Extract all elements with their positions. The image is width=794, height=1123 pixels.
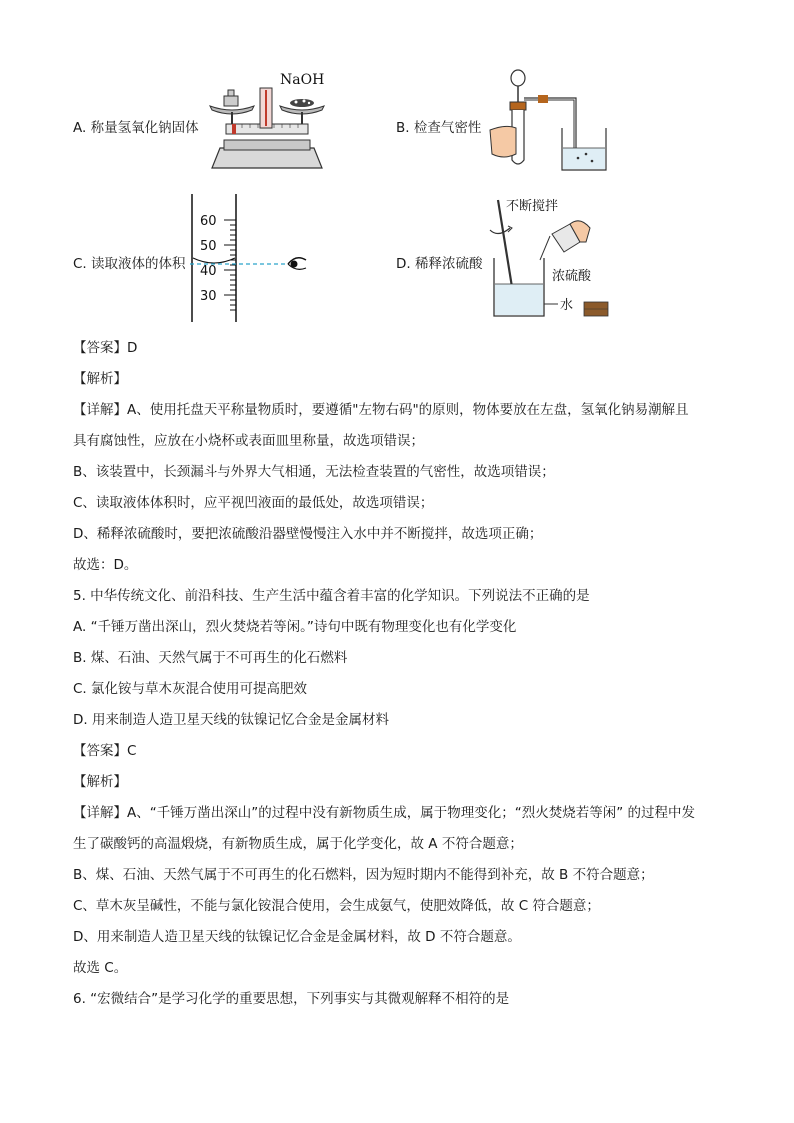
q5-detail-a-2: 生了碳酸钙的高温煅烧，有新物质生成，属于化学变化，故 A 不符合题意； (73, 836, 523, 852)
option-b-label: B. 检查气密性 (396, 120, 482, 136)
q5-answer: 【答案】C (73, 743, 137, 759)
eye-icon (288, 258, 306, 270)
q4-detail-b: B、该装置中，长颈漏斗与外界大气相通，无法检查装置的气密性，故选项错误； (73, 464, 555, 480)
q4-detail-c: C、读取液体体积时，应平视凹液面的最低处，故选项错误； (73, 495, 434, 511)
q5-option-d: D. 用来制造人造卫星天线的钛镍记忆合金是金属材料 (73, 712, 389, 728)
q5-analysis-title: 【解析】 (73, 774, 127, 790)
balance-figure (204, 68, 330, 176)
cylinder-figure (190, 194, 320, 322)
acid-label: 浓硫酸 (552, 269, 592, 284)
q4-analysis-title: 【解析】 (73, 371, 127, 387)
airtightness-figure (486, 68, 614, 176)
stir-label: 不断搅拌 (506, 199, 559, 214)
option-d-label: D. 稀释浓硫酸 (396, 256, 483, 272)
q5-detail-b: B、煤、石油、天然气属于不可再生的化石燃料，因为短时期内不能得到补充，故 B 不符合题意； (73, 867, 654, 883)
q4-answer: 【答案】D (73, 340, 138, 356)
tick-40: 40 (200, 264, 217, 279)
q6-stem: 6. “宏微结合”是学习化学的重要思想，下列事实与其微观解释不相符的是 (73, 991, 510, 1007)
q4-choose: 故选：D。 (73, 557, 138, 573)
q5-option-b: B. 煤、石油、天然气属于不可再生的化石燃料 (73, 650, 348, 666)
q5-stem: 5. 中华传统文化、前沿科技、生产生活中蕴含着丰富的化学知识。下列说法不正确的是 (73, 588, 590, 604)
water-label: 水 (560, 298, 574, 313)
q5-detail-a-1: 【详解】A、“千锤万凿出深山”的过程中没有新物质生成，属于物理变化；“烈火焚烧若等闲” 的过程中发 (73, 805, 696, 821)
q4-detail-a-1: 【详解】A、使用托盘天平称量物质时，要遵循"左物右码"的原则，物体要放在左盘，氢氧化钠易潮解且 (73, 402, 689, 418)
tick-30: 30 (200, 289, 217, 304)
q5-option-a: A. “千锤万凿出深山，烈火焚烧若等闲。”诗句中既有物理变化也有化学变化 (73, 619, 517, 635)
dilution-figure (486, 194, 616, 322)
tick-50: 50 (200, 239, 217, 254)
option-a-label: A. 称量氢氧化钠固体 (73, 120, 199, 136)
q5-choose: 故选 C。 (73, 960, 128, 976)
q5-detail-d: D、用来制造人造卫星天线的钛镍记忆合金是金属材料，故 D 不符合题意。 (73, 929, 521, 945)
q5-option-c: C. 氯化铵与草木灰混合使用可提高肥效 (73, 681, 308, 697)
q4-detail-a-2: 具有腐蚀性，应放在小烧杯或表面皿里称量，故选项错误； (73, 433, 424, 449)
option-c-label: C. 读取液体的体积 (73, 256, 186, 272)
q4-detail-d: D、稀释浓硫酸时，要把浓硫酸沿器壁慢慢注入水中并不断搅拌，故选项正确； (73, 526, 543, 542)
naoh-label: NaOH (280, 72, 325, 88)
tick-60: 60 (200, 214, 217, 229)
q5-detail-c: C、草木灰呈碱性，不能与氯化铵混合使用，会生成氨气，使肥效降低，故 C 符合题意； (73, 898, 600, 914)
